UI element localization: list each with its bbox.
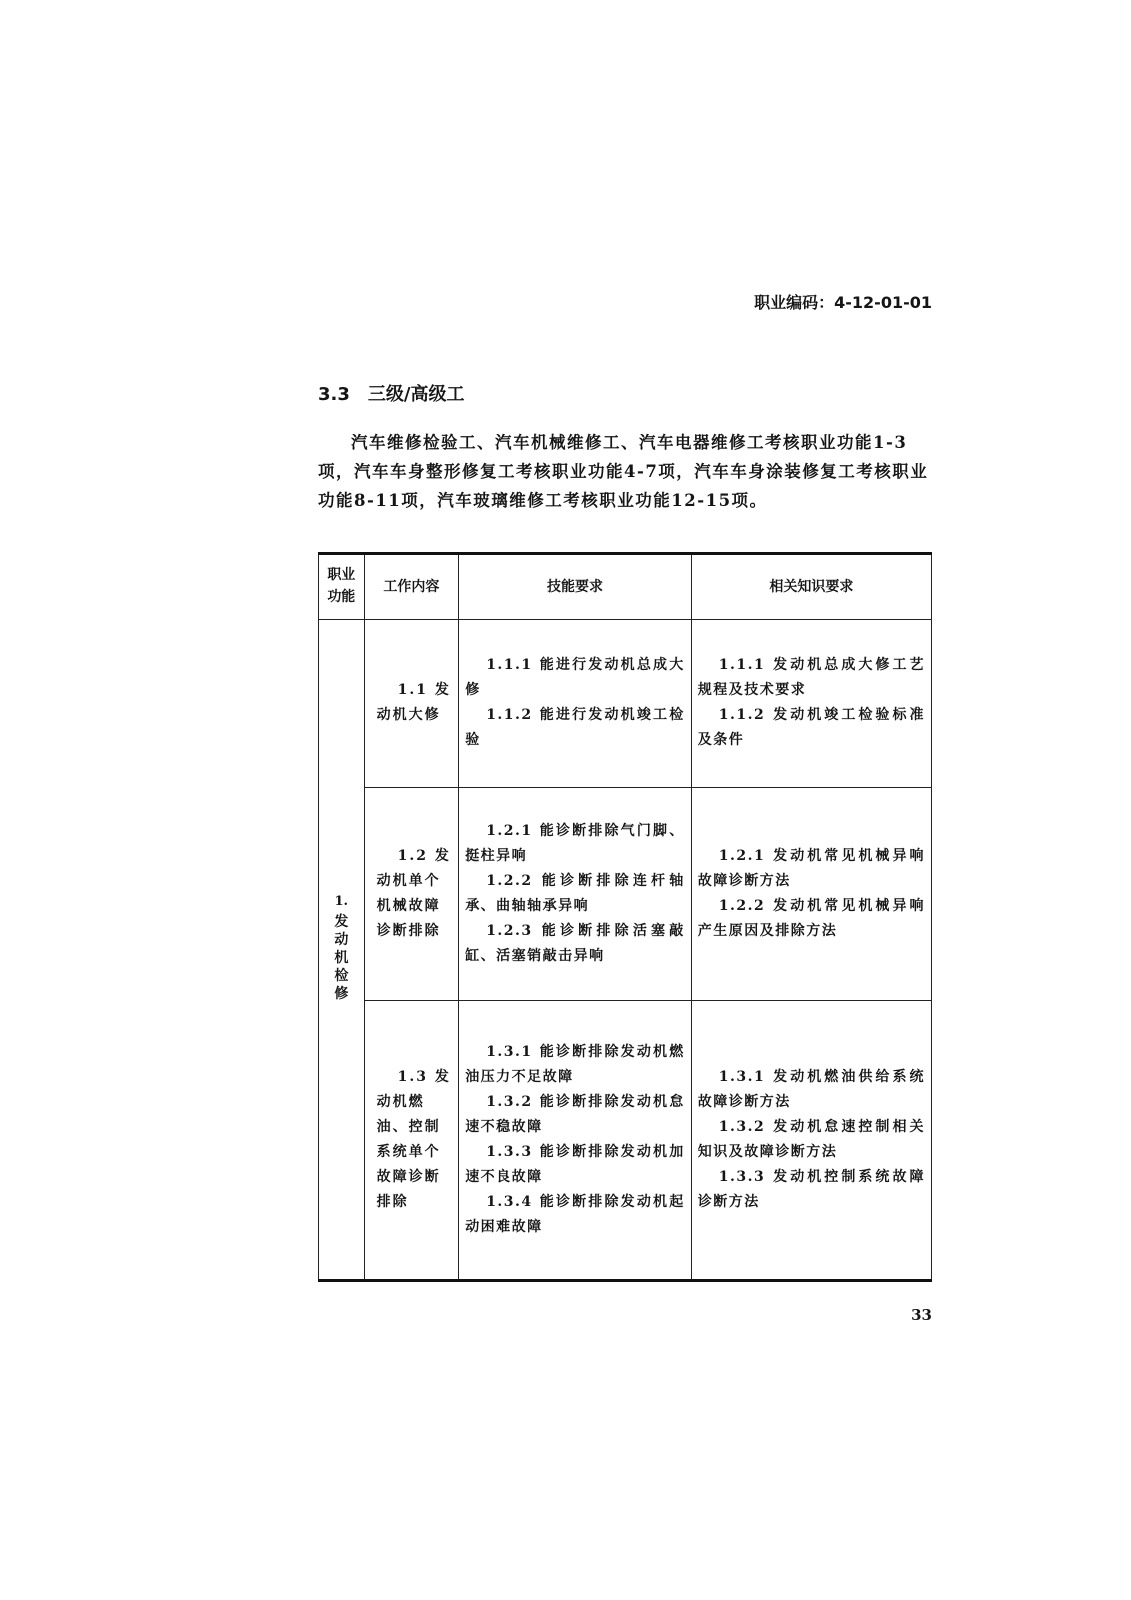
knowledge-item: 1.1.1 发动机总成大修工艺规程及技术要求: [697, 657, 925, 699]
section-number: 3.3: [318, 384, 350, 405]
knowledge-item: 1.3.2 发动机怠速控制相关知识及故障诊断方法: [697, 1119, 925, 1161]
skill-cell: [459, 1001, 692, 1281]
table-header-row: [319, 554, 932, 620]
knowledge-cell: [691, 620, 931, 788]
work-cell: 1.1 发动机大修: [364, 620, 459, 788]
skill-item: 1.2.3 能诊断排除活塞敲缸、活塞销敲击异响: [465, 923, 685, 965]
knowledge-item: 1.3.1 发动机燃油供给系统故障诊断方法: [697, 1069, 925, 1111]
requirements-table: [318, 552, 932, 1282]
page-number: 33: [911, 1306, 932, 1324]
function-cell: [319, 620, 365, 1281]
skill-item: 1.2.1 能诊断排除气门脚、挺柱异响: [465, 823, 685, 865]
section-title: 三级/高级工: [367, 384, 465, 405]
knowledge-item: 1.3.3 发动机控制系统故障诊断方法: [697, 1169, 925, 1211]
skill-item: 1.3.4 能诊断排除发动机起动困难故障: [465, 1194, 685, 1236]
header-skill: 技能要求: [459, 554, 692, 620]
knowledge-cell: [691, 1001, 931, 1281]
skill-item: 1.1.1 能进行发动机总成大修: [465, 657, 685, 699]
skill-item: 1.3.1 能诊断排除发动机燃油压力不足故障: [465, 1044, 685, 1086]
skill-cell: [459, 787, 692, 1001]
knowledge-item: 1.1.2 发动机竣工检验标准及条件: [697, 707, 925, 749]
occupation-code: 职业编码：4-12-01-01: [754, 293, 932, 312]
knowledge-cell: [691, 787, 931, 1001]
function-number: 1.: [334, 893, 349, 909]
intro-text: 汽车维修检验工、汽车机械维修工、汽车电器维修工考核职业功能1-3项，汽车车身整形修复工考核职业功能4-7项，汽车车身涂装修复工考核职业功能8-11项，汽车玻璃维修工考核职业功能12-15项。: [318, 433, 929, 510]
work-cell: 1.2 发动机单个机械故障诊断排除: [364, 787, 459, 1001]
skill-item: 1.3.3 能诊断排除发动机加速不良故障: [465, 1144, 685, 1186]
header-function: 职业功能: [319, 554, 365, 620]
skill-item: 1.2.2 能诊断排除连杆轴承、曲轴轴承异响: [465, 873, 685, 915]
skill-cell: [459, 620, 692, 788]
section-heading: [318, 380, 464, 406]
work-cell: 1.3 发动机燃油、控制系统单个故障诊断排除: [364, 1001, 459, 1281]
skill-item: 1.3.2 能诊断排除发动机怠速不稳故障: [465, 1094, 685, 1136]
header-knowledge: 相关知识要求: [691, 554, 931, 620]
intro-paragraph: [318, 428, 932, 515]
function-label: [333, 893, 349, 1003]
knowledge-item: 1.2.1 发动机常见机械异响故障诊断方法: [697, 848, 925, 890]
header-work: 工作内容: [364, 554, 459, 620]
skill-item: 1.1.2 能进行发动机竣工检验: [465, 707, 685, 749]
table-row: [319, 620, 932, 788]
function-name: 发动机检修: [334, 913, 349, 1002]
knowledge-item: 1.2.2 发动机常见机械异响产生原因及排除方法: [697, 898, 925, 940]
table-row: [319, 1001, 932, 1281]
table-row: [319, 787, 932, 1001]
